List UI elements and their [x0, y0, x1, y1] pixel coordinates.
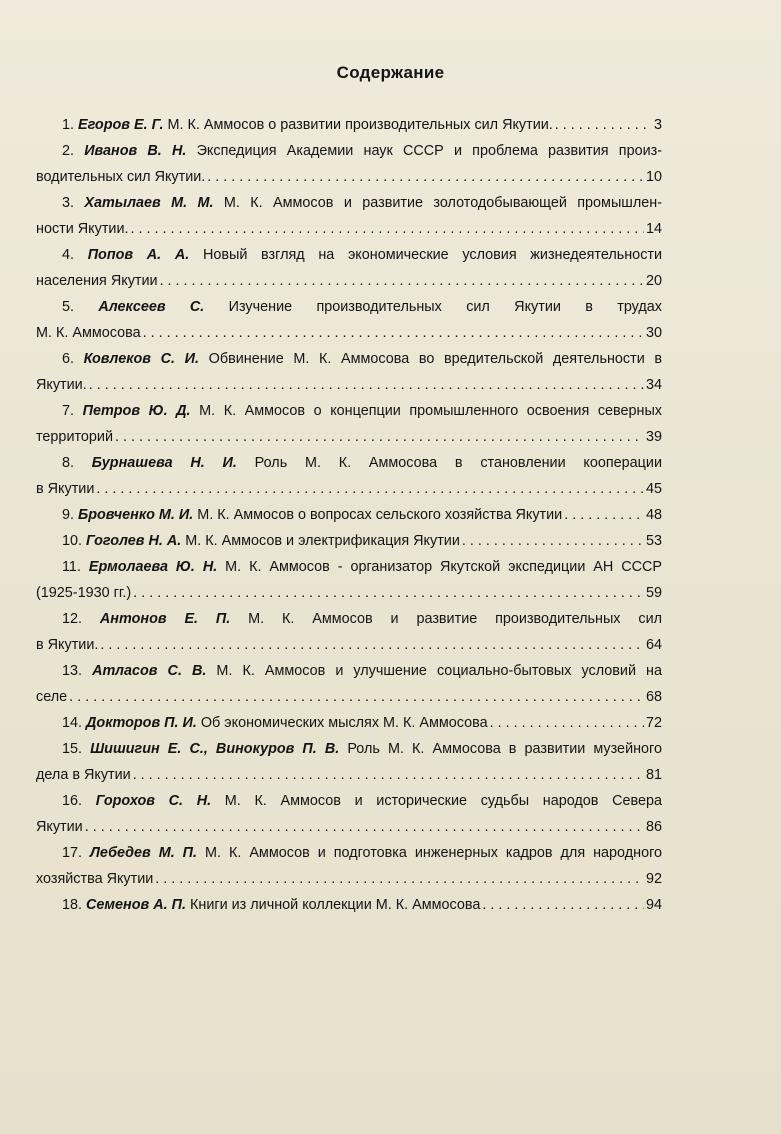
- toc-entry-first-line: [36, 294, 662, 320]
- toc-entry-last-line: [36, 216, 662, 242]
- toc-entry-last-line: [36, 632, 662, 658]
- toc-entry-title: М. К. Аммосов и исторические судьбы народов Севера: [224, 793, 663, 809]
- dot-leader: [155, 866, 644, 892]
- toc-entry-title: Об экономических мыслях М. К. Аммосова: [200, 715, 488, 731]
- toc-entry-first-line: [36, 398, 662, 424]
- toc-entry-first-line: [36, 658, 662, 684]
- toc-entry-number: 5.: [62, 299, 75, 315]
- toc-entry-page: 53: [645, 533, 662, 549]
- toc-entry-page: 45: [645, 481, 662, 497]
- toc-entry-title-continuation: хозяйства Якутии: [36, 871, 154, 887]
- toc-entry-page: 30: [645, 325, 662, 341]
- toc-entry-last-line: [36, 866, 662, 892]
- toc-entry-page: 39: [645, 429, 662, 445]
- toc-entry-title-continuation: в Якутии: [36, 481, 95, 497]
- dot-leader: [160, 268, 644, 294]
- toc-entry-author: Семенов А. П.: [86, 897, 186, 913]
- toc-entry-number: 8.: [62, 455, 75, 471]
- toc-entry-title-continuation: территорий: [36, 429, 113, 445]
- toc-entry-title: М. К. Аммосов и улучшение социально-бытовых условий на: [216, 663, 662, 679]
- toc-entry-title: М. К. Аммосов и развитие производительных сил: [248, 611, 662, 627]
- toc-entry: [36, 658, 662, 710]
- toc-entry-last-line: [36, 320, 662, 346]
- toc-entry: [36, 606, 662, 658]
- toc-entry-title: Обвинение М. К. Аммосова во вредительской деятельности в: [208, 351, 663, 367]
- toc-entry-first-line: [36, 736, 662, 762]
- toc-entry: [36, 346, 662, 398]
- toc-entry-line: [36, 112, 662, 138]
- toc-entry-page: 72: [645, 715, 662, 731]
- toc-entry-last-line: [36, 164, 662, 190]
- toc-entry-number: 15.: [62, 741, 83, 757]
- dot-leader: [89, 372, 644, 398]
- toc-entry-author: Антонов Е. П.: [99, 611, 231, 627]
- toc-entry-author: Лебедев М. П.: [90, 845, 198, 861]
- toc-entry: [36, 450, 662, 502]
- toc-entry-last-line: [36, 268, 662, 294]
- toc-entry-page: 92: [645, 871, 662, 887]
- toc-entry-last-line: [36, 762, 662, 788]
- toc-entry-last-line: [36, 684, 662, 710]
- toc-entry-number: 1.: [62, 117, 75, 133]
- toc-entry-author: Бровченко М. И.: [78, 507, 194, 523]
- toc-entry-line: [36, 528, 662, 554]
- toc-entry-title: М. К. Аммосов и подготовка инженерных кадров для народного: [205, 845, 663, 861]
- toc-entry-title: Изучение производительных сил Якутии в трудах: [228, 299, 662, 315]
- dot-leader: [482, 892, 644, 918]
- toc-entry-first-line: [36, 242, 662, 268]
- toc-entry-page: 68: [645, 689, 662, 705]
- dot-leader: [133, 580, 644, 606]
- toc-entry: [36, 190, 662, 242]
- toc-entry-author: Попов А. А.: [87, 247, 190, 263]
- toc-entry-author: Иванов В. Н.: [84, 143, 187, 159]
- dot-leader: [490, 710, 644, 736]
- toc-entry-author: Петров Ю. Д.: [82, 403, 191, 419]
- toc-entry-title-continuation: селе: [36, 689, 68, 705]
- toc-entry-number: 4.: [62, 247, 75, 263]
- toc-entry-text: [36, 710, 488, 736]
- toc-entry-title: М. К. Аммосов о развитии производительных сил Якутии.: [167, 117, 553, 133]
- toc-entry-first-line: [36, 840, 662, 866]
- dot-leader: [96, 476, 644, 502]
- toc-entry-author: Гоголев Н. А.: [86, 533, 182, 549]
- toc-entry-title-continuation: Якутии.: [36, 377, 87, 393]
- dot-leader: [85, 814, 644, 840]
- toc-entry-title-continuation: населения Якутии: [36, 273, 158, 289]
- toc-entry-title-continuation: ности Якутии.: [36, 221, 129, 237]
- toc-entry-first-line: [36, 450, 662, 476]
- toc-entry-page: 10: [645, 169, 662, 185]
- toc-entry-page: 86: [645, 819, 662, 835]
- toc-entry-number: 13.: [62, 663, 83, 679]
- toc-entry-number: 2.: [62, 143, 75, 159]
- toc-entry-number: 16.: [62, 793, 83, 809]
- toc-entry-number: 10.: [62, 533, 83, 549]
- toc-entry-number: 12.: [62, 611, 83, 627]
- dot-leader: [143, 320, 644, 346]
- toc-entry: [36, 112, 662, 138]
- toc-entry-author: Егоров Е. Г.: [78, 117, 164, 133]
- toc-entry-page: 59: [645, 585, 662, 601]
- dot-leader: [100, 632, 644, 658]
- toc-entry-line: [36, 502, 662, 528]
- toc-entry-author: Алексеев С.: [98, 299, 205, 315]
- toc-entry: [36, 242, 662, 294]
- toc-entry-first-line: [36, 190, 662, 216]
- toc-entry-author: Ермолаева Ю. Н.: [88, 559, 218, 575]
- toc-entry-author: Докторов П. И.: [86, 715, 197, 731]
- toc-entry: [36, 554, 662, 606]
- toc-entry-first-line: [36, 138, 662, 164]
- toc-entry-last-line: [36, 424, 662, 450]
- toc-entry-number: 3.: [62, 195, 75, 211]
- toc-entry: [36, 294, 662, 346]
- toc-entry-title: Книги из личной коллекции М. К. Аммосова: [189, 897, 481, 913]
- toc-entry-author: Шишигин Е. С., Винокуров П. В.: [90, 741, 340, 757]
- toc-entry-line: [36, 710, 662, 736]
- toc-entry-number: 6.: [62, 351, 75, 367]
- toc-entry-title: М. К. Аммосов о концепции промышленного освоения северных: [199, 403, 662, 419]
- toc-entry-title-continuation: дела в Якутии: [36, 767, 131, 783]
- toc-entry-title: М. К. Аммосов о вопросах сельского хозяйства Якутии: [197, 507, 563, 523]
- dot-leader: [133, 762, 644, 788]
- toc-entry-last-line: [36, 372, 662, 398]
- toc-entry-page: 20: [645, 273, 662, 289]
- toc-entry-page: 81: [645, 767, 662, 783]
- toc-entry-first-line: [36, 554, 662, 580]
- toc-entry-title: М. К. Аммосов и электрификация Якутии: [185, 533, 460, 549]
- toc-entry-number: 9.: [62, 507, 75, 523]
- toc-entry-page: 34: [645, 377, 662, 393]
- toc-entry-line: [36, 892, 662, 918]
- dot-leader: [69, 684, 644, 710]
- toc-entry: [36, 528, 662, 554]
- toc-entry-number: 7.: [62, 403, 75, 419]
- toc-entry-text: [36, 502, 562, 528]
- toc-entry-author: Бурнашева Н. И.: [91, 455, 237, 471]
- toc-entry: [36, 736, 662, 788]
- toc-entry-title-continuation: Якутии: [36, 819, 83, 835]
- dot-leader: [131, 216, 644, 242]
- toc-entry: [36, 398, 662, 450]
- toc-entry-text: [36, 112, 553, 138]
- toc-entry: [36, 892, 662, 918]
- dot-leader: [462, 528, 644, 554]
- toc-entry-first-line: [36, 788, 662, 814]
- toc-entry: [36, 788, 662, 840]
- toc-entry-title-continuation: (1925-1930 гг.): [36, 585, 132, 601]
- table-of-contents: [36, 112, 662, 918]
- dot-leader: [207, 164, 644, 190]
- toc-entry-page: 94: [645, 897, 662, 913]
- toc-entry-title: Новый взгляд на экономические условия жизнедеятельности: [202, 247, 663, 263]
- dot-leader: [564, 502, 644, 528]
- toc-entry-title: М. К. Аммосов - организатор Якутской экспедиции АН СССР: [225, 559, 663, 575]
- toc-entry-page: 14: [645, 221, 662, 237]
- toc-entry-author: Хатылаев М. М.: [84, 195, 214, 211]
- toc-entry-number: 18.: [62, 897, 83, 913]
- toc-entry-page: 64: [645, 637, 662, 653]
- toc-entry-page: 3: [653, 117, 662, 133]
- toc-entry-number: 14.: [62, 715, 83, 731]
- toc-entry-last-line: [36, 814, 662, 840]
- toc-entry-author: Горохов С. Н.: [95, 793, 212, 809]
- toc-entry-first-line: [36, 606, 662, 632]
- toc-entry-author: Ковлеков С. И.: [83, 351, 199, 367]
- toc-entry-title: Экспедиция Академии наук СССР и проблема развития произ-: [196, 143, 663, 159]
- toc-entry-title: М. К. Аммосов и развитие золотодобывающей промышлен-: [223, 195, 662, 211]
- toc-entry-title-continuation: водительных сил Якутии.: [36, 169, 206, 185]
- toc-entry: [36, 138, 662, 190]
- toc-entry: [36, 840, 662, 892]
- toc-entry-first-line: [36, 346, 662, 372]
- toc-entry-number: 17.: [62, 845, 83, 861]
- page-title: Содержание: [336, 63, 445, 82]
- toc-entry-page: 48: [645, 507, 662, 523]
- dot-leader: [115, 424, 644, 450]
- dot-leader: [555, 112, 652, 138]
- toc-entry-author: Атласов С. В.: [92, 663, 207, 679]
- toc-entry-text: [36, 528, 460, 554]
- toc-entry-last-line: [36, 476, 662, 502]
- toc-entry-title-continuation: М. К. Аммосова: [36, 325, 141, 341]
- toc-entry-text: [36, 892, 480, 918]
- toc-entry-number: 11.: [62, 559, 81, 575]
- toc-entry-last-line: [36, 580, 662, 606]
- toc-entry-title: Роль М. К. Аммосова в становлении кооперации: [254, 455, 662, 471]
- toc-entry-title: Роль М. К. Аммосова в развитии музейного: [347, 741, 662, 757]
- toc-entry-title-continuation: в Якутии.: [36, 637, 99, 653]
- toc-entry: [36, 710, 662, 736]
- toc-entry: [36, 502, 662, 528]
